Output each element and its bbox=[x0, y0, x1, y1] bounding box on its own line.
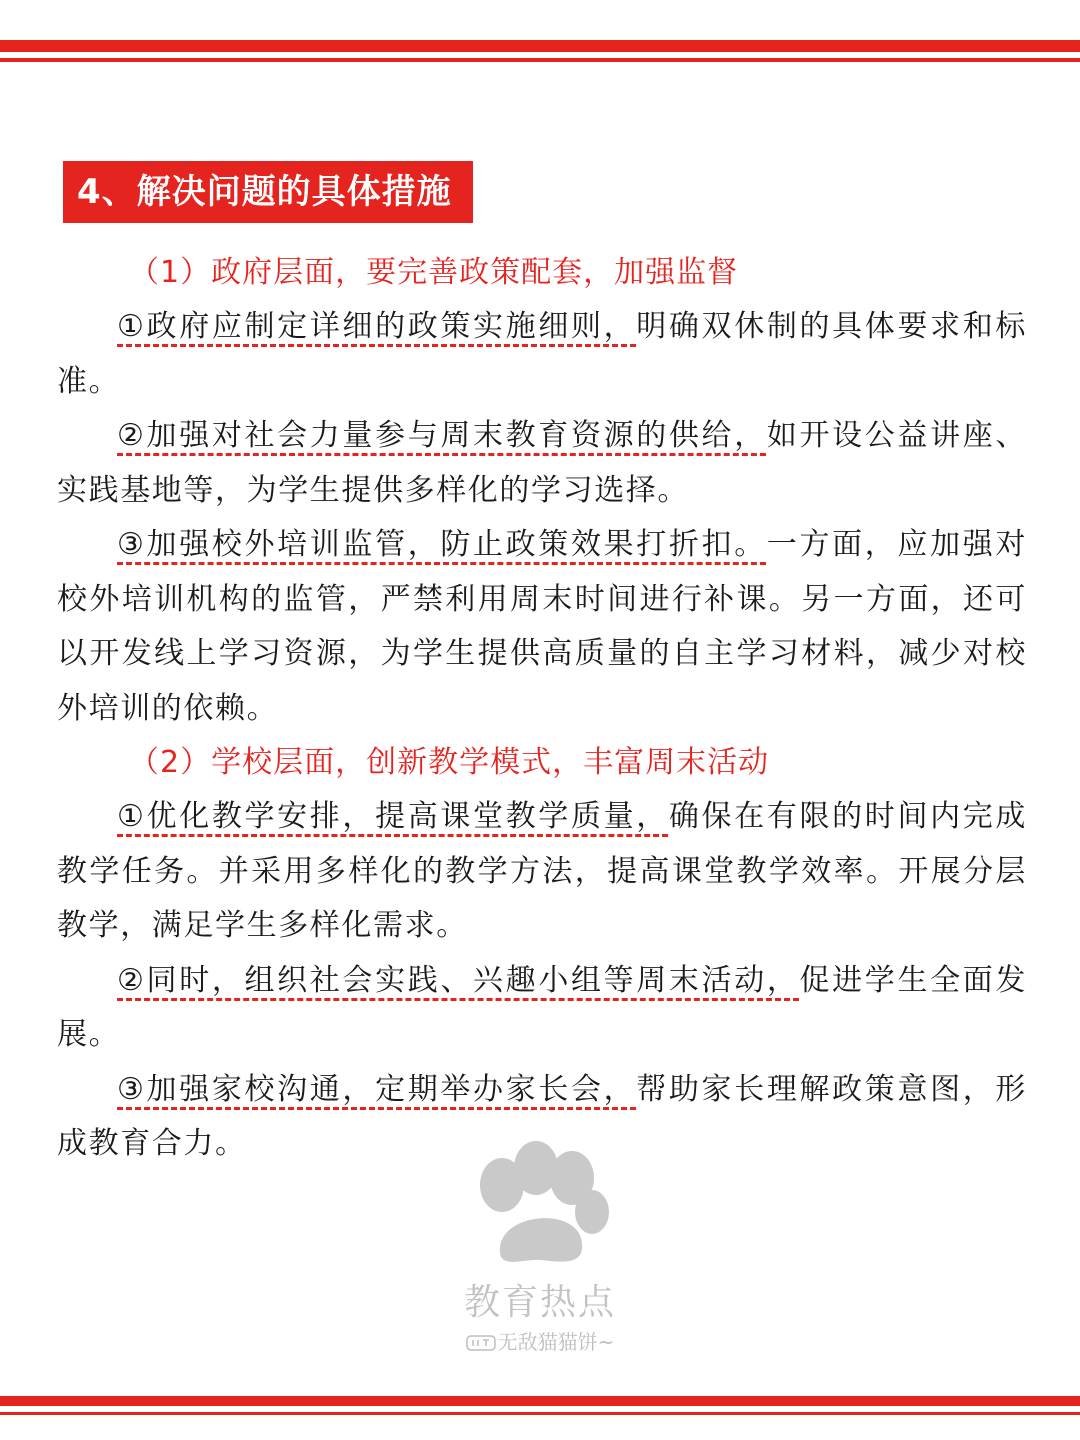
body-text: 确保在有限的时间内完成教学任务。并采用多样化的教学方法，提高课堂教学效率。开展分层教学，满足学生多样化需求。 bbox=[57, 799, 1027, 943]
watermark-title: 教育热点 bbox=[463, 1282, 616, 1323]
highlighted-text: ③加强校外培训监管，防止政策效果打折扣。 bbox=[117, 527, 767, 562]
subsection-heading-school: （2）学校层面，创新教学模式，丰富周末活动 bbox=[129, 745, 770, 780]
highlighted-text: ①优化教学安排，提高课堂教学质量， bbox=[117, 799, 669, 834]
watermark-author: 无敌猫猫饼~ bbox=[497, 1330, 615, 1354]
body-text: 促进学生全面发展。 bbox=[57, 962, 1028, 1052]
list-item bbox=[57, 518, 1027, 736]
body-text: 帮助家长理解政策意图，形成教育合力。 bbox=[57, 1071, 1027, 1161]
article-body bbox=[57, 246, 1027, 1172]
top-red-rule-thin bbox=[0, 58, 1080, 62]
bottom-red-rule-thick bbox=[0, 1396, 1080, 1406]
body-text: 如开设公益讲座、实践基地等，为学生提供多样化的学习选择。 bbox=[57, 418, 1027, 508]
list-item bbox=[57, 300, 1027, 409]
highlighted-text: ①政府应制定详细的政策实施细则， bbox=[117, 309, 637, 344]
bottom-red-rule-thin bbox=[0, 1412, 1080, 1415]
xiaohongshu-logo bbox=[466, 1334, 496, 1352]
watermark-subtitle bbox=[440, 1326, 640, 1355]
list-item bbox=[57, 954, 1027, 1063]
highlighted-text: ②同时，组织社会实践、兴趣小组等周末活动， bbox=[117, 962, 800, 998]
list-item bbox=[57, 790, 1027, 954]
body-text: 一方面，应加强对校外培训机构的监管，严禁利用周末时间进行补课。另一方面，还可以开发线上学习资源，为学生提供高质量的自主学习材料，减少对校外培训的依赖。 bbox=[57, 527, 1027, 726]
highlighted-text: ③加强家校沟通，定期举办家长会， bbox=[117, 1071, 637, 1107]
highlighted-text: ②加强对社会力量参与周末教育资源的供给， bbox=[117, 418, 767, 453]
list-item bbox=[57, 409, 1027, 518]
subsection-heading-government: （1）政府层面，要完善政策配套，加强监督 bbox=[129, 255, 739, 290]
paw-icon bbox=[440, 1140, 640, 1270]
top-red-rule-thick bbox=[0, 40, 1080, 52]
section-title: 4、解决问题的具体措施 bbox=[63, 161, 473, 223]
body-text: 明确双休制的具体要求和标准。 bbox=[57, 309, 1027, 399]
